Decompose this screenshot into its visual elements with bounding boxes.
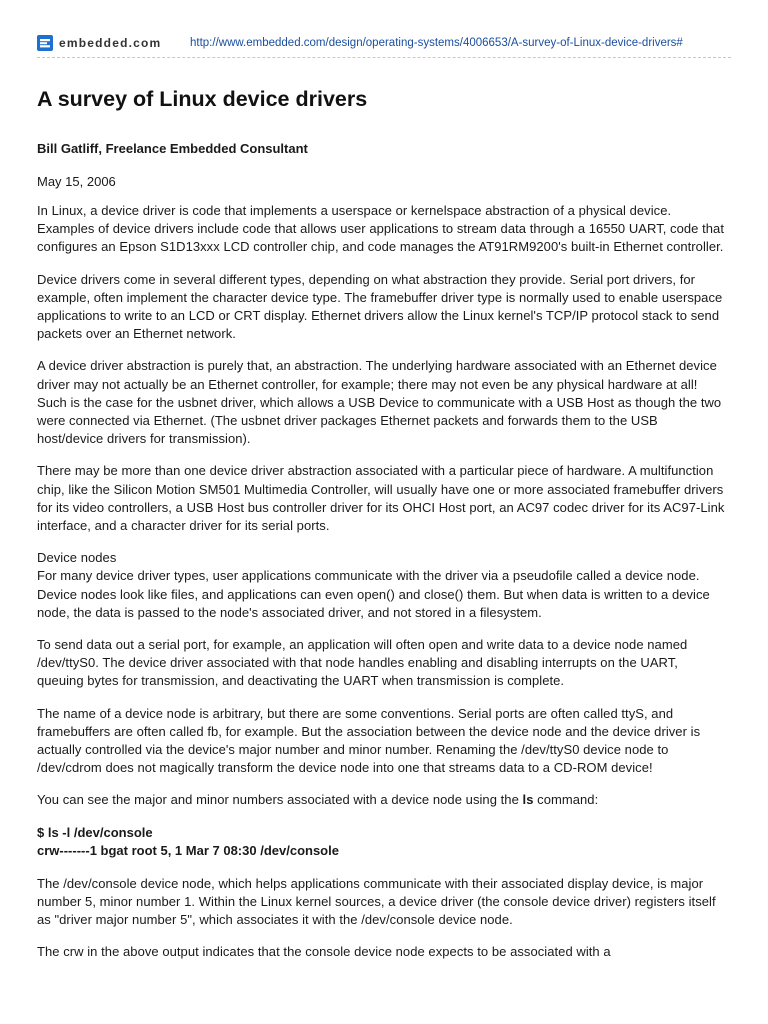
paragraph: The /dev/console device node, which helps applications communicate with their associated display device, is major number 5, minor number 1. Within the Linux kernel sources, a device driver (the console device driver) registers itself as "driver major number 5", which associates it with the /dev/console device node. xyxy=(37,875,716,928)
paragraph-text: command: xyxy=(533,792,599,808)
command-example xyxy=(37,824,727,861)
header-divider xyxy=(37,57,731,58)
embedded-logo[interactable] xyxy=(37,35,161,51)
paragraph: There may be more than one device driver abstraction associated with a particular piece of hardware. A multifunction chip, like the Silicon Motion SM501 Multimedia Controller, will usually have one or more associated framebuffer drivers for its video controllers, a USB Host bus controller driver for its OHCI Host port, an AC97 codec driver for its AC97-Link interface, and a character driver for its serial ports. xyxy=(37,463,725,534)
article-byline: Bill Gatliff, Freelance Embedded Consultant xyxy=(37,141,308,156)
paragraph: To send data out a serial port, for example, an application will often open and write data to a device node named /dev/ttyS0. The device driver associated with that node handles enabling and disabling interrupts on the UART, queuing bytes for transmission, and deactivating the UART when transmission is complete. xyxy=(37,637,688,689)
device-nodes-section xyxy=(37,549,727,622)
ls-command-name: ls xyxy=(522,792,534,808)
paragraph-text: You can see the major and minor numbers associated with a device node using the xyxy=(37,792,523,808)
paragraph: In Linux, a device driver is code that implements a userspace or kernelspace abstraction of a physical device. Examples of device drivers include code that allows user applications to stream data through a 16550 UART, code that configures an Epson S1D13xxx LCD controller chip, and code manages the AT91RM9200's built-in Ethernet controller. xyxy=(37,203,724,255)
section-heading: Device nodes xyxy=(37,550,117,566)
paragraph: Device drivers come in several different types, depending on what abstraction they provide. Serial port drivers, for example, often implement the character device type. The framebuffer driver type is normally used to enable userspace applications to write to an LCD or CRT display. Ethernet drivers allow the Linux kernel's TCP/IP protocol stack to send packets over an Ethernet network. xyxy=(37,271,723,342)
command-line: $ ls -l /dev/console xyxy=(37,824,153,840)
paragraph: A device driver abstraction is purely that, an abstraction. The underlying hardware associated with an Ethernet device driver may not actually be an Ethernet controller, for example; there may not even be any physical hardware at all! Such is the case for the usbnet driver, which allows a USB Device to communicate with a USB Host as though the two were connected via Ethernet. (The usbnet driver packages Ethernet packets and forwards them to the USB host/device drivers for transmission). xyxy=(37,358,722,447)
article-title: A survey of Linux device drivers xyxy=(37,87,368,111)
page-header xyxy=(0,0,768,58)
brand-name: embedded.com xyxy=(59,36,162,50)
paragraph: The crw in the above output indicates that the console device node expects to be associated with a xyxy=(37,944,611,960)
article-body xyxy=(37,86,727,962)
source-url-link[interactable]: http://www.embedded.com/design/operating-systems/4006653/A-survey-of-Linux-device-drivers# xyxy=(190,37,683,49)
paragraph: For many device driver types, user applications communicate with the driver via a pseudofile called a device node. Device nodes look like files, and applications can even open() and close() them. But when data is written to a device node, the data is passed to the node's associated driver, and not stored in a filesystem. xyxy=(37,568,710,620)
embedded-e-logo-icon xyxy=(37,35,53,51)
paragraph: The name of a device node is arbitrary, but there are some conventions. Serial ports are often called ttyS, and framebuffers are often called fb, for example. But the association between the device node and the device driver is actually controlled via the device's major number and minor number. Renaming the /dev/ttyS0 device node to /dev/cdrom does not magically transform the device node into one that streams data to a CD-ROM device! xyxy=(37,705,701,776)
command-output: crw-------1 bgat root 5, 1 Mar 7 08:30 /dev/console xyxy=(37,843,339,859)
paragraph-ls-command xyxy=(37,791,727,809)
article-date: May 15, 2006 xyxy=(37,174,116,189)
